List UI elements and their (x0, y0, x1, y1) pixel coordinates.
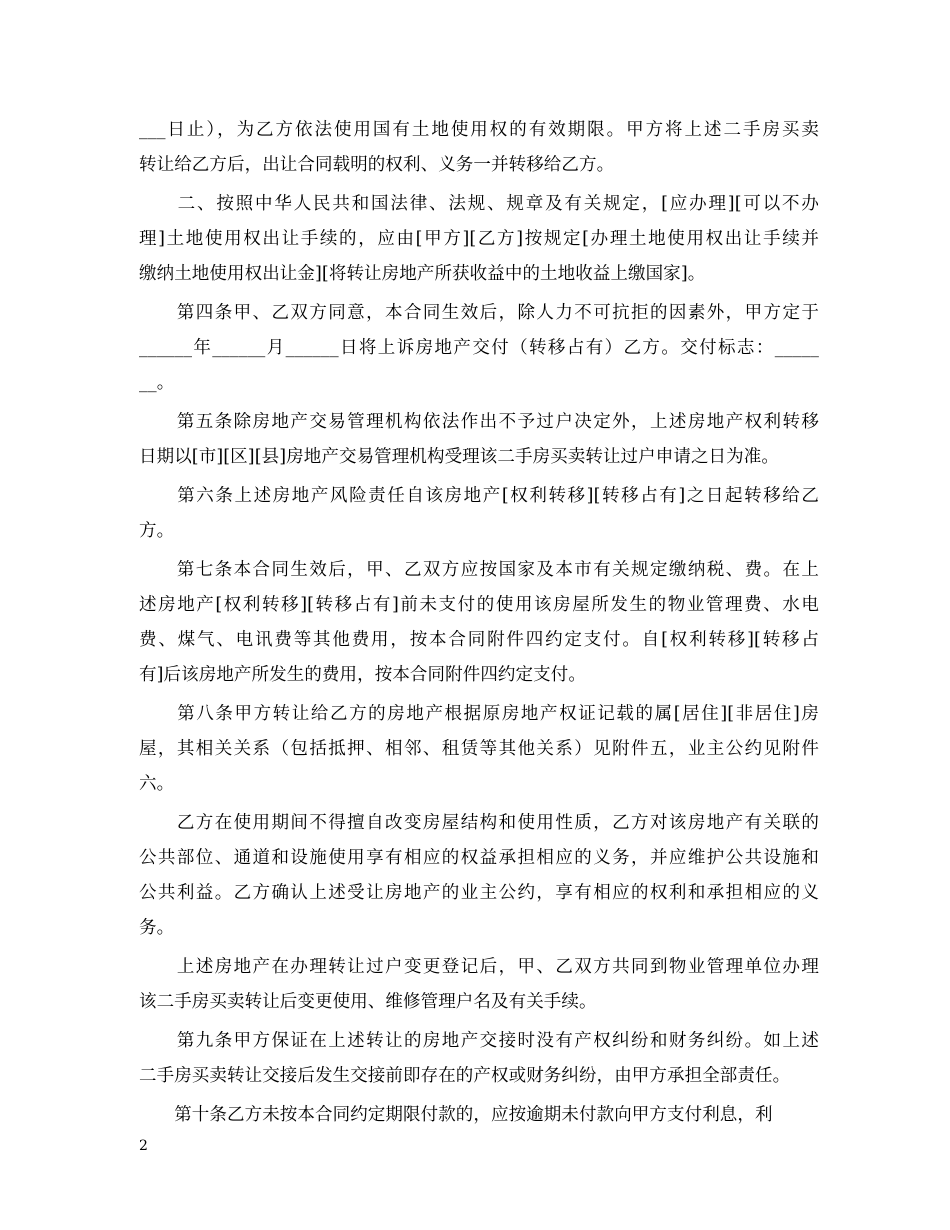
text-line: 第五条除房地产交易管理机构依法作出不予过户决定外，上述房地产权利转移 (139, 412, 819, 432)
text-line: ______年______月______日将上诉房地产交付（转移占有）乙方。交付标志：_____ (139, 338, 819, 358)
text-line: 费、煤气、电讯费等其他费用，按本合同附件四约定支付。自[权利转移][转移占 (139, 630, 819, 650)
paragraph (139, 187, 819, 292)
text-line: 第九条甲方保证在上述转让的房地产交接时没有产权纠纷和财务纠纷。如上述 (139, 1031, 819, 1051)
text-line: 该二手房买卖转让后变更使用、维修管理户名及有关手续。 (139, 992, 597, 1012)
text-line: 转让给乙方后，出让合同载明的权利、义务一并转移给乙方。 (139, 155, 615, 175)
text-line: 第八条甲方转让给乙方的房地产根据原房地产权证记载的属[居住][非居住]房 (139, 704, 819, 724)
text-line: 方。 (139, 521, 175, 541)
text-line: ___日止），为乙方依法使用国有土地使用权的有效期限。甲方将上述二手房买卖 (139, 120, 819, 140)
paragraph (139, 950, 819, 1020)
text-line: 上述房地产在办理转让过户变更登记后，甲、乙双方共同到物业管理单位办理 (139, 957, 819, 977)
text-line: 有]后该房地产所发生的费用，按本合同附件四约定支付。 (139, 665, 586, 685)
text-line: 述房地产[权利转移][转移占有]前未支付的使用该房屋所发生的物业管理费、水电 (139, 595, 819, 615)
paragraph (139, 1098, 819, 1133)
page-number: 2 (139, 1138, 148, 1154)
text-line: 乙方在使用期间不得擅自改变房屋结构和使用性质，乙方对该房地产有关联的 (139, 813, 819, 833)
text-line: 公共部位、通道和设施使用享有相应的权益承担相应的义务，并应维护公共设施和 (139, 848, 819, 868)
text-line: 公共利益。乙方确认上述受让房地产的业主公约，享有相应的权利和承担相应的义 (139, 883, 819, 903)
text-line: __。 (139, 373, 175, 393)
paragraph (139, 697, 819, 802)
paragraph (139, 553, 819, 693)
text-line: 第六条上述房地产风险责任自该房地产[权利转移][转移占有]之日起转移给乙 (139, 486, 819, 506)
paragraph (139, 113, 819, 183)
paragraph (139, 405, 819, 475)
text-line: 二、按照中华人民共和国法律、法规、规章及有关规定，[应办理][可以不办 (139, 194, 819, 214)
paragraph (139, 1024, 819, 1094)
text-line: 第四条甲、乙双方同意，本合同生效后，除人力不可抗拒的因素外，甲方定于 (139, 303, 819, 323)
text-line: 第十条乙方未按本合同约定期限付款的，应按逾期未付款向甲方支付利息，利 (139, 1105, 773, 1125)
text-line: 二手房买卖转让交接后发生交接前即存在的产权或财务纠纷，由甲方承担全部责任。 (139, 1066, 791, 1086)
text-line: 务。 (139, 918, 175, 938)
paragraph (139, 479, 819, 549)
text-line: 理]土地使用权出让手续的，应由[甲方][乙方]按规定[办理土地使用权出让手续并 (139, 229, 819, 249)
text-line: 缴纳土地使用权出让金][将转让房地产所获收益中的土地收益上缴国家]。 (139, 264, 706, 284)
paragraph (139, 806, 819, 946)
paragraph (139, 296, 819, 401)
text-line: 第七条本合同生效后，甲、乙双方应按国家及本市有关规定缴纳税、费。在上 (139, 560, 819, 580)
text-line: 屋，其相关关系（包括抵押、相邻、租赁等其他关系）见附件五，业主公约见附件 (139, 739, 819, 759)
text-line: 六。 (139, 774, 175, 794)
text-line: 日期以[市][区][县]房地产交易管理机构受理该二手房买卖转让过户申请之日为准。 (139, 447, 779, 467)
document-body (139, 113, 819, 1137)
